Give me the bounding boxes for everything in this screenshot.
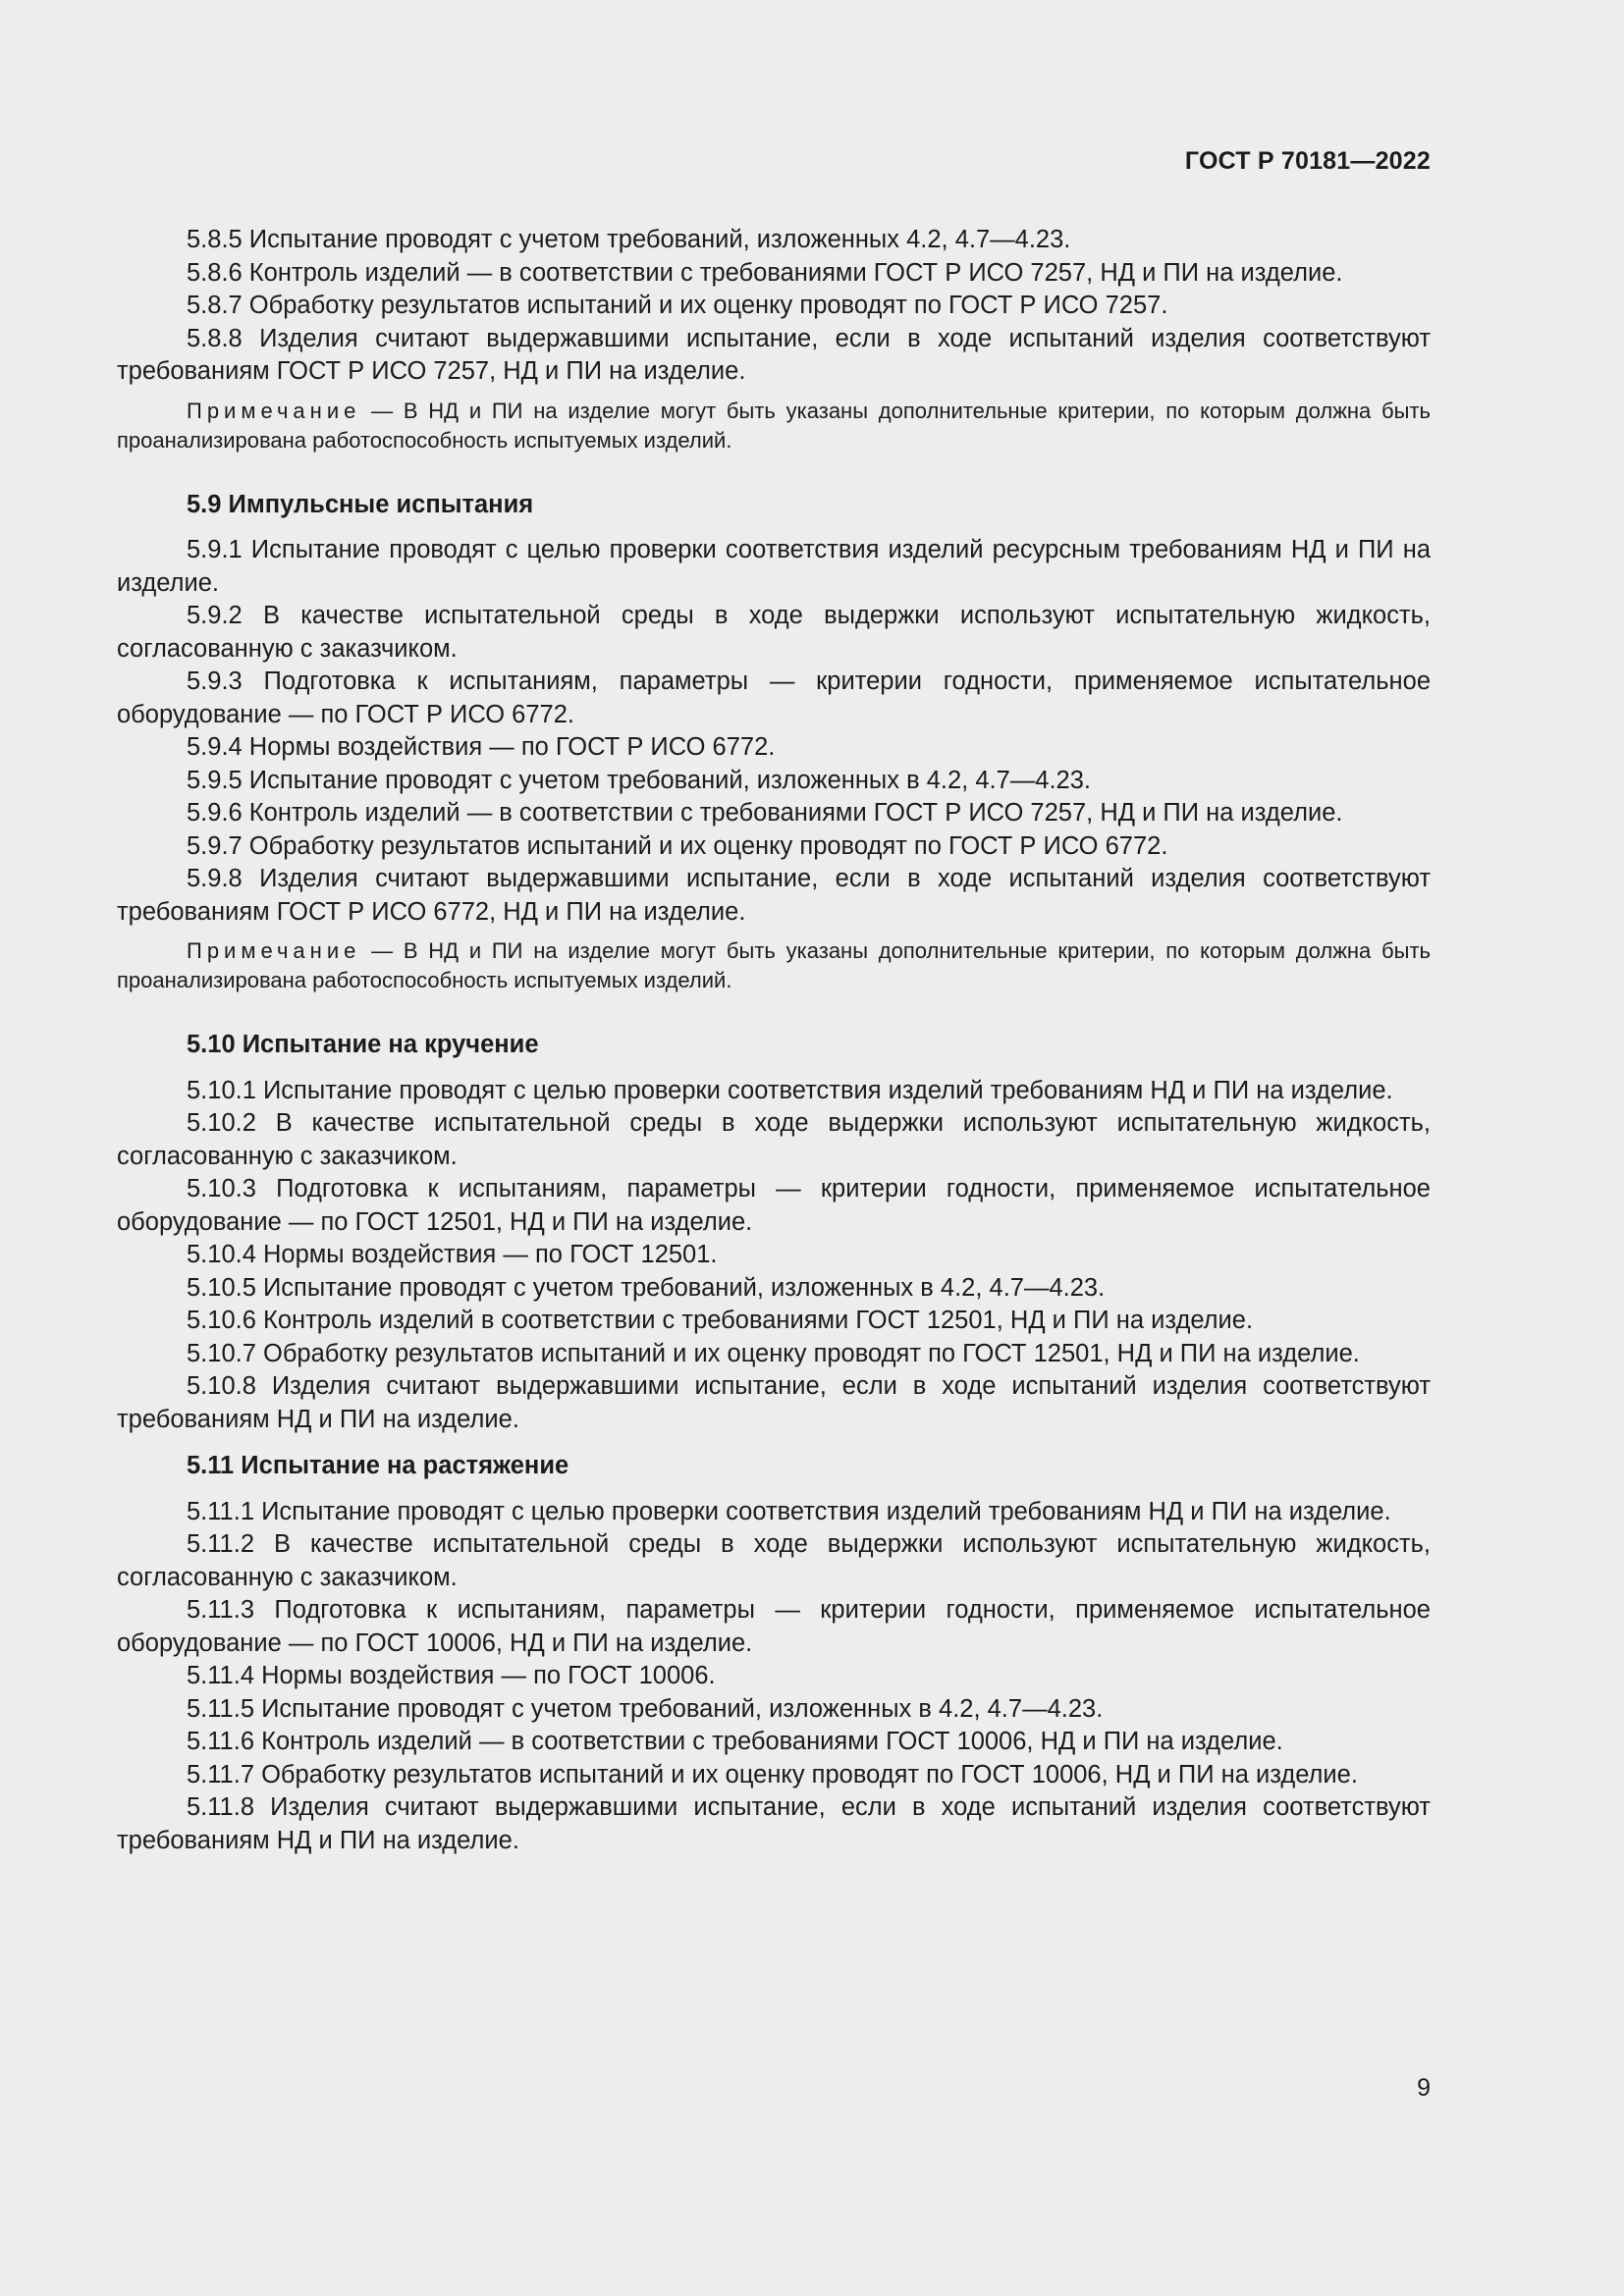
paragraph: 5.9.7 Обработку результатов испытаний и их оценку проводят по ГОСТ Р ИСО 6772. bbox=[187, 831, 1168, 860]
paragraph: 5.9.5 Испытание проводят с учетом требований, изложенных в 4.2, 4.7—4.23. bbox=[187, 766, 1092, 794]
note-label: Примечание bbox=[187, 398, 361, 423]
paragraph: 5.10.5 Испытание проводят с учетом требований, изложенных в 4.2, 4.7—4.23. bbox=[187, 1273, 1106, 1302]
paragraph: 5.8.8 Изделия считают выдержавшими испытание, если в ходе испытаний изделия соответствуют требованиям ГОСТ Р ИСО 7257, НД и ПИ на изделие. bbox=[117, 324, 1431, 385]
note-text: — В НД и ПИ на изделие могут быть указаны дополнительные критерии, по которым должна быть проанализирована работоспособность испытуемых изделий. bbox=[117, 398, 1431, 453]
paragraph: 5.9.4 Нормы воздействия — по ГОСТ Р ИСО 6772. bbox=[187, 733, 776, 761]
note bbox=[117, 936, 1431, 995]
paragraph: 5.8.5 Испытание проводят с учетом требований, изложенных 4.2, 4.7—4.23. bbox=[187, 226, 1071, 253]
paragraph: 5.10.6 Контроль изделий в соответствии с требованиями ГОСТ 12501, НД и ПИ на изделие. bbox=[187, 1307, 1254, 1334]
page-number: 9 bbox=[1417, 2074, 1431, 2102]
paragraph: 5.11.6 Контроль изделий — в соответствии с требованиями ГОСТ 10006, НД и ПИ на изделие. bbox=[187, 1728, 1283, 1755]
section-heading: 5.10 Испытание на кручение bbox=[187, 1031, 539, 1058]
paragraph: 5.11.4 Нормы воздействия — по ГОСТ 10006. bbox=[187, 1662, 716, 1689]
paragraph: 5.9.3 Подготовка к испытаниям, параметры — критерии годности, применяемое испытательное оборудование — по ГОСТ Р ИСО 6772. bbox=[117, 667, 1431, 728]
paragraph: 5.9.1 Испытание проводят с целью проверки соответствия изделий ресурсным требованиям НД и ПИ на изделие. bbox=[117, 536, 1431, 597]
paragraph: 5.9.8 Изделия считают выдержавшими испытание, если в ходе испытаний изделия соответствуют требованиям ГОСТ Р ИСО 6772, НД и ПИ на изделие. bbox=[117, 865, 1431, 926]
note-label: Примечание bbox=[187, 938, 361, 963]
note-text: — В НД и ПИ на изделие могут быть указаны дополнительные критерии, по которым должна быть проанализирована работоспособность испытуемых изделий. bbox=[117, 938, 1431, 992]
paragraph: 5.11.1 Испытание проводят с целью проверки соответствия изделий требованиям НД и ПИ на изделие. bbox=[187, 1497, 1391, 1525]
paragraph: 5.9.6 Контроль изделий — в соответствии с требованиями ГОСТ Р ИСО 7257, НД и ПИ на изделие. bbox=[187, 799, 1343, 827]
section-heading: 5.9 Импульсные испытания bbox=[187, 490, 534, 518]
note bbox=[117, 397, 1431, 455]
paragraph: 5.8.6 Контроль изделий — в соответствии с требованиями ГОСТ Р ИСО 7257, НД и ПИ на изделие. bbox=[187, 258, 1343, 287]
paragraph: 5.10.3 Подготовка к испытаниям, параметры — критерии годности, применяемое испытательное оборудование — по ГОСТ 12501, НД и ПИ на изделие. bbox=[117, 1175, 1431, 1236]
paragraph: 5.11.2 В качестве испытательной среды в ходе выдержки используют испытательную жидкость, согласованную с заказчиком. bbox=[117, 1530, 1431, 1591]
paragraph: 5.11.3 Подготовка к испытаниям, параметры — критерии годности, применяемое испытательное оборудование — по ГОСТ 10006, НД и ПИ на изделие. bbox=[117, 1596, 1431, 1657]
paragraph: 5.10.1 Испытание проводят с целью проверки соответствия изделий требованиям НД и ПИ на изделие. bbox=[187, 1076, 1393, 1104]
paragraph: 5.10.2 В качестве испытательной среды в ходе выдержки используют испытательную жидкость, согласованную с заказчиком. bbox=[117, 1109, 1431, 1170]
paragraph: 5.8.7 Обработку результатов испытаний и их оценку проводят по ГОСТ Р ИСО 7257. bbox=[187, 292, 1168, 319]
paragraph: 5.10.7 Обработку результатов испытаний и их оценку проводят по ГОСТ 12501, НД и ПИ на изделие. bbox=[187, 1339, 1360, 1367]
paragraph: 5.11.5 Испытание проводят с учетом требований, изложенных в 4.2, 4.7—4.23. bbox=[187, 1694, 1104, 1723]
paragraph: 5.9.2 В качестве испытательной среды в ходе выдержки используют испытательную жидкость, согласованную с заказчиком. bbox=[117, 602, 1431, 663]
document-header: ГОСТ Р 70181—2022 bbox=[1184, 147, 1431, 175]
paragraph: 5.11.8 Изделия считают выдержавшими испытание, если в ходе испытаний изделия соответствуют требованиям НД и ПИ на изделие. bbox=[117, 1793, 1431, 1854]
page-content bbox=[117, 224, 1431, 1857]
paragraph: 5.10.4 Нормы воздействия — по ГОСТ 12501. bbox=[187, 1241, 718, 1268]
section-heading: 5.11 Испытание на растяжение bbox=[187, 1452, 569, 1479]
paragraph: 5.10.8 Изделия считают выдержавшими испытание, если в ходе испытаний изделия соответствуют требованиям НД и ПИ на изделие. bbox=[117, 1372, 1431, 1433]
paragraph: 5.11.7 Обработку результатов испытаний и их оценку проводят по ГОСТ 10006, НД и ПИ на изделие. bbox=[187, 1760, 1358, 1789]
